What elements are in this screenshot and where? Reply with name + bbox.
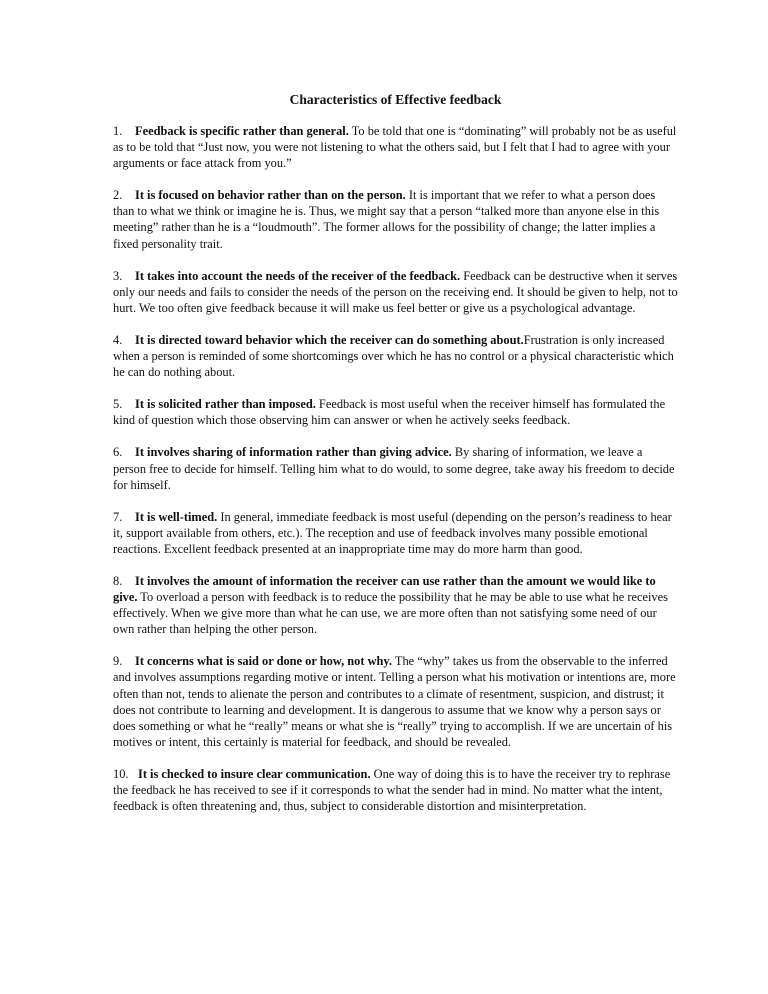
item-number: 2. xyxy=(113,188,123,203)
item-lead: It involves sharing of information rather than giving advice. xyxy=(135,445,452,460)
list-item xyxy=(113,653,678,750)
item-body: In general, immediate feedback is most useful (depending on the person’s readiness to hear it, support available from others, etc.). The reception and use of feedback involves many possible emotional reactions. Excellent feedback presented at an inappropriate time may do more harm than good. xyxy=(113,509,672,556)
list-item xyxy=(113,396,678,428)
item-lead: It takes into account the needs of the receiver of the feedback. xyxy=(135,268,461,283)
item-body: To overload a person with feedback is to reduce the possibility that he may be able to use what he receives effectively. When we give more than what he can use, we are more often than not satisfying some need of our own rather than helping the other person. xyxy=(113,590,668,637)
item-body: Frustration is only increased when a person is reminded of some shortcomings over which he has no control or a physical characteristic which he can do nothing about. xyxy=(113,332,674,380)
item-body: Feedback is most useful when the receiver himself has formulated the kind of question which those observing him can answer or when he actively seeks feedback. xyxy=(113,397,666,428)
item-body: By sharing of information, we leave a person free to decide for himself. Telling him what to do would, to some degree, take away his freedom to decide for himself. xyxy=(113,445,675,492)
item-body: One way of doing this is to have the receiver try to rephrase the feedback he has received to see if it corresponds to what the sender had in mind. No matter what the intent, feedback is often threatening and, thus, subject to considerable distortion and misinterpretation. xyxy=(113,766,671,814)
list-item xyxy=(113,509,678,557)
list-item xyxy=(113,444,678,492)
list-item xyxy=(113,123,678,171)
item-number: 10. xyxy=(113,766,129,781)
item-number: 9. xyxy=(113,654,123,669)
item-number: 7. xyxy=(113,509,123,524)
document-page xyxy=(113,92,678,830)
item-number: 6. xyxy=(113,445,123,460)
item-body: To be told that one is “dominating” will probably not be as useful as to be told that “Just now, you were not listening to what the others said, but I felt that I had to agree with your arguments or face attack from you.” xyxy=(113,124,677,171)
item-lead: It is well-timed. xyxy=(135,509,218,524)
item-number: 3. xyxy=(113,268,123,283)
item-lead: It is checked to insure clear communication. xyxy=(138,766,371,781)
list-item xyxy=(113,573,678,637)
item-lead: It concerns what is said or done or how, not why. xyxy=(135,654,393,669)
item-lead: It is solicited rather than imposed. xyxy=(135,397,316,412)
item-lead: It is directed toward behavior which the receiver can do something about. xyxy=(135,332,524,347)
document-title: Characteristics of Effective feedback xyxy=(289,92,502,107)
item-body: The “why” takes us from the observable to the inferred and involves assumptions regarding motive or intent. Telling a person what his motivation or intentions are, more often than not, tends to alienate the person and contributes to a climate of resentment, suspicion, and distrust; it does not contribute to learning and development. It is dangerous to assume that we know why a person says or does something or what he “really” means or what she is “really” trying to accomplish. If we are uncertain of his motives or intent, this certainly is material for feedback, and should be revealed. xyxy=(113,654,676,749)
item-number: 4. xyxy=(113,332,123,347)
item-lead: It is focused on behavior rather than on the person. xyxy=(135,188,406,203)
item-number: 1. xyxy=(113,124,123,138)
item-lead: It involves the amount of information the receiver can use rather than the amount we would like to give. xyxy=(113,573,656,605)
list-item xyxy=(113,187,678,251)
item-number: 5. xyxy=(113,397,123,412)
item-body: It is important that we refer to what a person does than to what we think or imagine he is. Thus, we might say that a person “talked more than anyone else in this meeting” rather than he is a “loudmouth”. The former allows for the possibility of change; the latter implies a fixed personality trait. xyxy=(113,188,660,251)
list-item xyxy=(113,332,678,380)
item-lead: Feedback is specific rather than general. xyxy=(135,124,349,138)
list-item xyxy=(113,268,678,316)
list-item xyxy=(113,766,678,814)
item-body: Feedback can be destructive when it serves only our needs and fails to consider the needs of the person on the receiving end. It should be given to help, not to hurt. We too often give feedback because it will make us feel better or give us a psychological advantage. xyxy=(113,268,678,315)
item-number: 8. xyxy=(113,573,123,588)
